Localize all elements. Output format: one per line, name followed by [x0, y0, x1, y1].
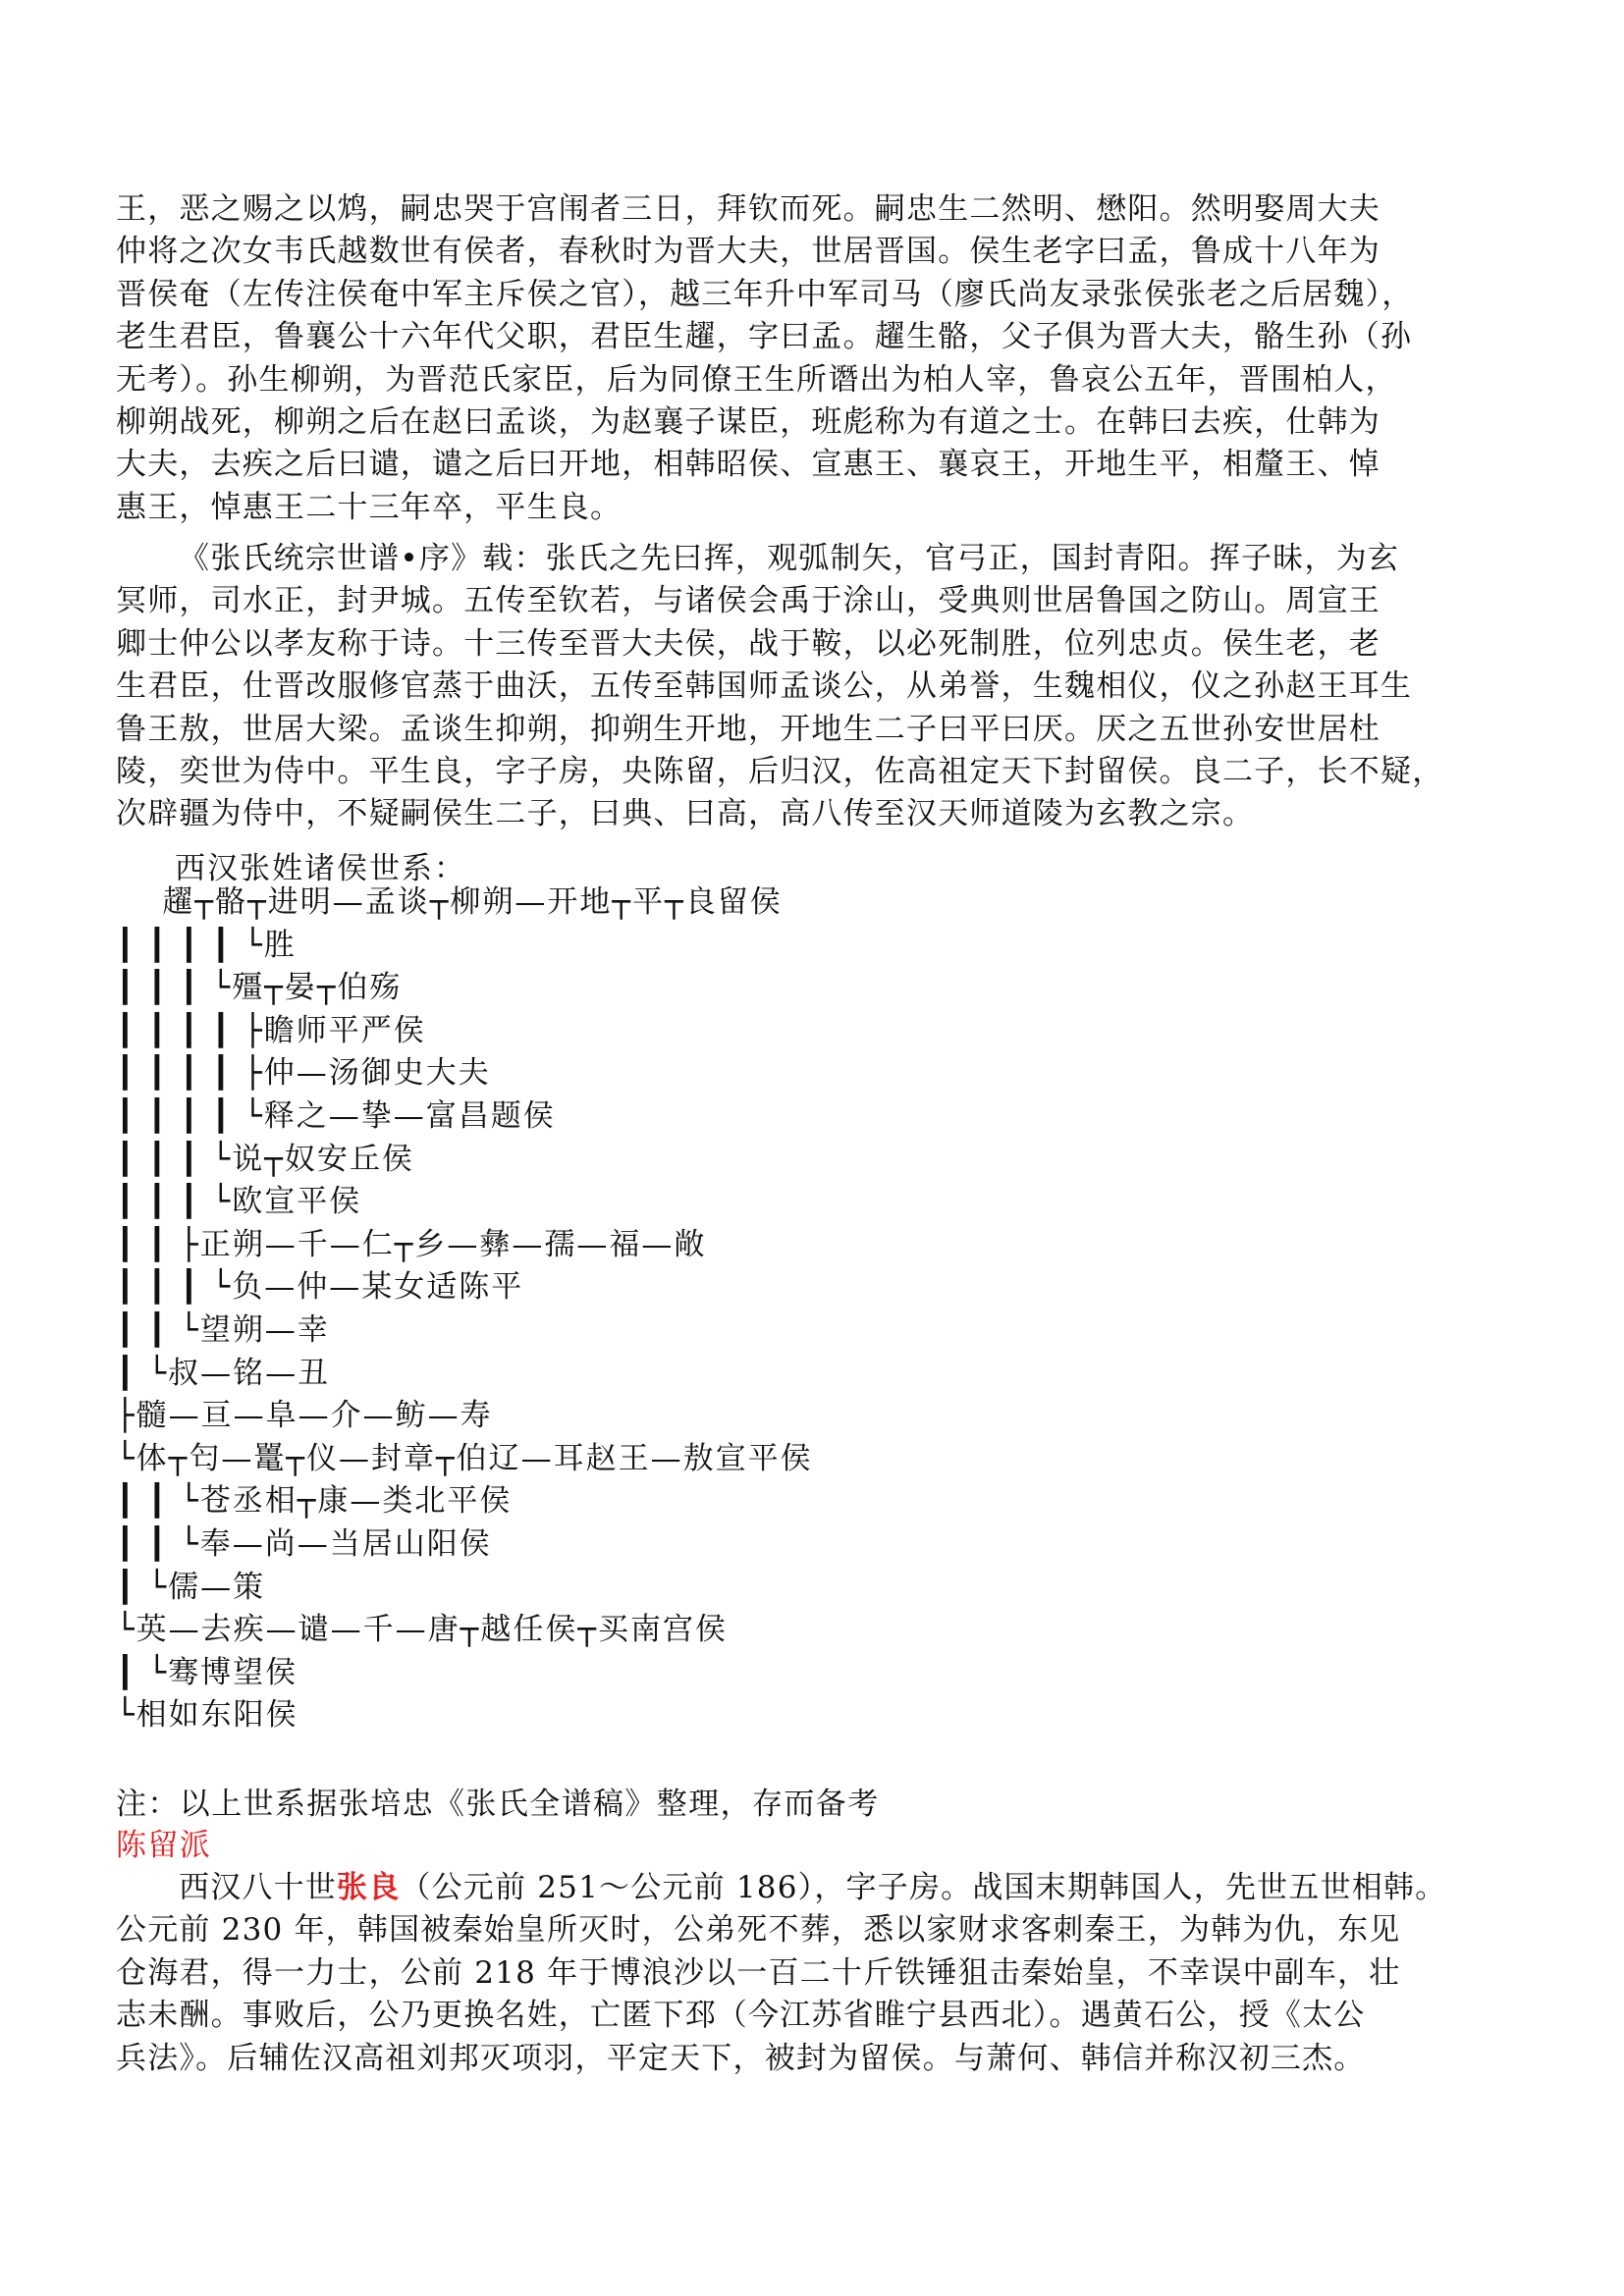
tree-row: ┃ ┃ ┃ └欧宣平侯	[116, 1184, 362, 1220]
person-name-highlight: 张良	[337, 1870, 401, 1905]
text-line: 生君臣，仕晋改服修官蒸于曲沃，五传至韩国师孟谈公，从弟誉，生魏相仪，仪之孙赵王耳生	[116, 668, 1413, 705]
text-line: 老生君臣，鲁襄公十六年代父职，君臣生趯，字曰孟。趯生骼，父子俱为晋大夫，骼生孙（孙	[116, 319, 1413, 355]
paragraph-lineage-origin	[116, 188, 1522, 529]
tree-row: └体┬匄—鼍┬仪—封章┬伯辽—耳赵王—敖宣平侯	[116, 1440, 813, 1476]
tree-row: ┃ ┃ ┃ ┃ └胜	[116, 927, 297, 963]
text-line: 次辟疆为侍中，不疑嗣侯生二子，曰典、曰高，高八传至汉天师道陵为玄教之宗。	[116, 796, 1255, 832]
tree-row: ┃ ┃ ┃ └殭┬晏┬伯殇	[116, 970, 403, 1006]
tree-row: ┃ ┃ ├正朔—千—仁┬乡—彝—孺—福—敞	[116, 1226, 707, 1262]
tree-row: ├髓—亘—阜—介—鲂—寿	[116, 1398, 493, 1434]
text-line: 兵法》。后辅佐汉高祖刘邦灭项羽，平定天下，被封为留侯。与萧何、韩信并称汉初三杰。	[116, 2040, 1366, 2076]
text-line: 无考）。孙生柳朔，为晋范氏家臣，后为同僚王生所谮出为柏人宰，鲁哀公五年，晋围柏人，	[116, 361, 1397, 398]
text-line: 晋侯奄（左传注侯奄中军主斥侯之官），越三年升中军司马（廖氏尚友录张侯张老之后居魏），	[116, 276, 1414, 312]
paragraph-zhang-liang	[116, 1867, 1522, 2080]
lineage-tree	[116, 881, 1098, 1737]
lineage-tree-title: 西汉张姓诸侯世系：	[175, 851, 466, 886]
tree-row: ┃ ┃ └奉—尚—当居山阳侯	[116, 1525, 492, 1562]
tree-row: ┃ └儒—策	[116, 1569, 266, 1605]
tree-row: ┃ ┃ ┃ └说┬奴安丘侯	[116, 1141, 414, 1177]
tree-row: ┃ ┃ └苍丞相┬康—类北平侯	[116, 1483, 513, 1520]
tree-row: ┃ ┃ ┃ └负—仲—某女适陈平	[116, 1269, 524, 1306]
text-line: 卿士仲公以孝友称于诗。十三传至晋大夫侯，战于鞍，以必死制胜，位列忠贞。侯生老，老	[116, 625, 1380, 662]
tree-row: ┃ └骞博望侯	[116, 1654, 298, 1690]
text-line: 惠王，悼惠王二十三年卒，平生良。	[116, 489, 623, 525]
text-line: 仲将之次女韦氏越数世有侯者，春秋时为晋大夫，世居晋国。侯生老字曰孟，鲁成十八年为	[116, 234, 1380, 270]
tree-row: 趯┬骼┬进明—孟谈┬柳朔—开地┬平┬良留侯	[116, 884, 783, 920]
text-line: 《张氏统宗世谱•序》载：张氏之先曰挥，观弧制矢，官弓正，国封青阳。挥子昧，为玄	[179, 541, 1400, 576]
section-heading: 陈留派	[116, 1828, 212, 1863]
tree-row: ┃ └叔—铭—丑	[116, 1355, 331, 1391]
text-line: 大夫，去疾之后曰谴，谴之后曰开地，相韩昭侯、宣惠王、襄哀王，开地生平，相釐王、悼	[116, 447, 1380, 483]
text-line: 陵，奕世为侍中。平生良，字子房，央陈留，后归汉，佐高祖定天下封留侯。良二子，长不疑，	[116, 754, 1444, 790]
text-line: 鲁王敖，世居大梁。孟谈生抑朔，抑朔生开地，开地生二子曰平曰厌。厌之五世孙安世居杜	[116, 711, 1380, 747]
tree-row: └相如东阳侯	[116, 1697, 298, 1734]
text-line: 冥师，司水正，封尹城。五传至钦若，与诸侯会禹于涂山，受典则世居鲁国之防山。周宣王	[116, 583, 1380, 619]
text-line: 仓海君，得一力士，公前 218 年于博浪沙以一百二十斤铁锤狙击秦始皇，不幸误中副车，壮	[116, 1954, 1401, 1991]
text-line: 王，恶之赐之以鸩，嗣忠哭于宫闱者三日，拜钦而死。嗣忠生二然明、懋阳。然明娶周大夫	[116, 191, 1380, 227]
text-line: 公元前 230 年，韩国被秦始皇所灭时，公弟死不葬，悉以家财求客刺秦王，为韩为仇，东见	[116, 1912, 1401, 1949]
text-line: 志未酬。事败后，公乃更换名姓，亡匿下邳（今江苏省睢宁县西北）。遇黄石公，授《太公	[116, 1998, 1366, 2034]
tree-row: └英—去疾—谴—千—唐┬越任侯┬买南宫侯	[116, 1612, 728, 1648]
text-line	[116, 1867, 1522, 1909]
text-line: 柳朔战死，柳朔之后在赵曰孟谈，为赵襄子谋臣，班彪称为有道之士。在韩曰去疾，仕韩为	[116, 404, 1380, 441]
tree-row: ┃ ┃ ┃ ┃ ├仲—汤御史大夫	[116, 1055, 491, 1092]
tree-row: ┃ ┃ ┃ ┃ └释之—挚—富昌题侯	[116, 1097, 556, 1134]
paragraph-genealogy-preface	[116, 538, 1522, 836]
tree-row: ┃ ┃ └望朔—幸	[116, 1311, 330, 1348]
source-note: 注：以上世系据张培忠《张氏全谱稿》整理，存而备考	[116, 1787, 880, 1822]
text-fragment: （公元前 251～公元前 186），字子房。战国末期韩国人，先世五世相韩。	[400, 1870, 1447, 1905]
tree-row: ┃ ┃ ┃ ┃ ├瞻师平严侯	[116, 1012, 426, 1048]
generation-prefix: 西汉八十世	[179, 1870, 337, 1905]
